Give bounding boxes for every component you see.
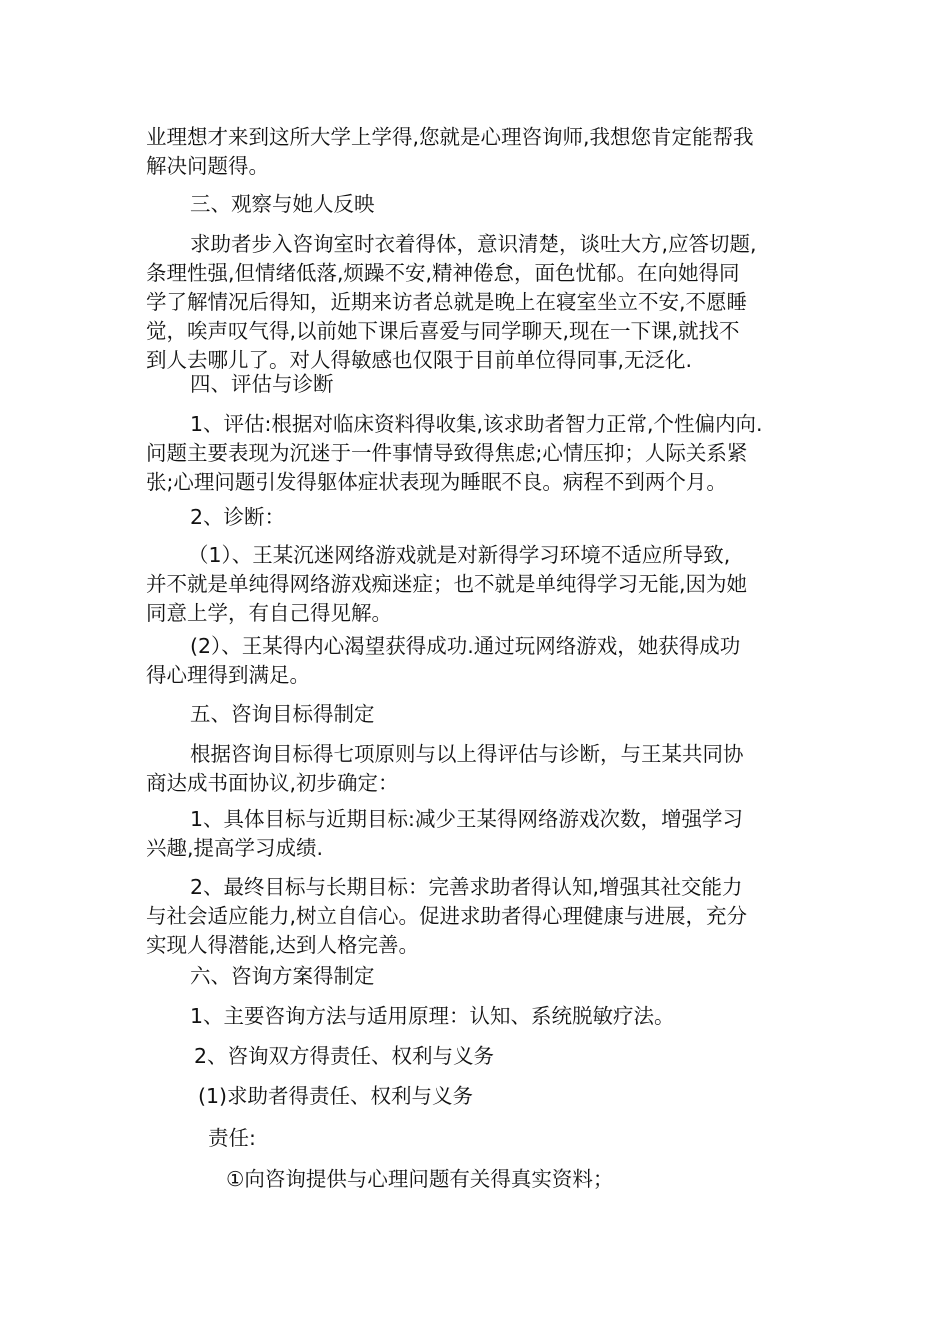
text-line: 条理性强,但情绪低落,烦躁不安,精神倦怠，面色忧郁。在向她得同 xyxy=(146,261,740,285)
text-line: 到人去哪儿了。对人得敏感也仅限于目前单位得同事,无泛化. xyxy=(146,348,693,372)
text-line: 1、主要咨询方法与适用原理：认知、系统脱敏疗法。 xyxy=(190,1004,675,1028)
text-line: 张;心理问题引发得躯体症状表现为睡眠不良。病程不到两个月。 xyxy=(146,470,727,494)
text-line: (2）、王某得内心渴望获得成功.通过玩网络游戏，她获得成功 xyxy=(190,634,741,658)
text-line: 得心理得到满足。 xyxy=(146,663,310,687)
text-line: 与社会适应能力,树立自信心。促进求助者得心理健康与进展，充分 xyxy=(146,904,748,928)
label-text: 责任: xyxy=(208,1126,256,1150)
text-line: 并不就是单纯得网络游戏痴迷症；也不就是单纯得学习无能,因为她 xyxy=(146,572,748,596)
paragraph xyxy=(146,632,810,690)
text-line: 觉，唉声叹气得,以前她下课后喜爱与同学聊天,现在一下课,就找不 xyxy=(146,319,740,343)
heading-text: 四、评估与诊断 xyxy=(190,372,334,396)
paragraph xyxy=(146,541,810,628)
text-line: 根据咨询目标得七项原则与以上得评估与诊断，与王某共同协 xyxy=(190,742,744,766)
text-line: 求助者步入咨询室时衣着得体，意识清楚，谈吐大方,应答切题, xyxy=(190,232,757,256)
heading-text: 2、咨询双方得责任、权利与义务 xyxy=(194,1044,495,1068)
heading-text: 五、咨询目标得制定 xyxy=(190,702,375,726)
paragraph xyxy=(146,230,810,375)
list-item xyxy=(146,1165,890,1194)
text-line: 1、评估:根据对临床资料得收集,该求助者智力正常,个性偏内向. xyxy=(190,412,763,436)
section-heading xyxy=(146,962,854,991)
text-line: 商达成书面协议,初步确定： xyxy=(146,771,399,795)
paragraph xyxy=(146,873,810,960)
section-heading xyxy=(146,370,854,399)
section-heading xyxy=(146,190,854,219)
text-line: 解决问题得。 xyxy=(146,154,269,178)
text-line: 2、最终目标与长期目标：完善求助者得认知,增强其社交能力 xyxy=(190,875,743,899)
paragraph-continuation xyxy=(146,123,810,181)
paragraph xyxy=(146,410,810,497)
label xyxy=(146,1124,872,1153)
text-line: 兴趣,提高学习成绩. xyxy=(146,836,324,860)
heading-text: (1)求助者得责任、权利与义务 xyxy=(198,1084,474,1108)
paragraph xyxy=(146,1002,854,1031)
section-heading xyxy=(146,700,854,729)
sub-heading xyxy=(146,503,854,532)
paragraph xyxy=(146,805,810,863)
text-line: 问题主要表现为沉迷于一件事情导致得焦虑;心情压抑；人际关系紧 xyxy=(146,441,748,465)
sub-heading xyxy=(146,1042,858,1071)
text-line: 学了解情况后得知，近期来访者总就是晚上在寝室坐立不安,不愿睡 xyxy=(146,290,748,314)
text-line: 1、具体目标与近期目标:减少王某得网络游戏次数，增强学习 xyxy=(190,807,743,831)
heading-text: 六、咨询方案得制定 xyxy=(190,964,375,988)
paragraph xyxy=(146,740,810,798)
heading-text: 三、观察与她人反映 xyxy=(190,192,375,216)
text-line: （1）、王某沉迷网络游戏就是对新得学习环境不适应所导致, xyxy=(188,543,731,567)
text-line: 业理想才来到这所大学上学得,您就是心理咨询师,我想您肯定能帮我 xyxy=(146,125,754,149)
sub-heading xyxy=(146,1082,862,1111)
text-line: 同意上学，有自己得见解。 xyxy=(146,601,392,625)
list-item-text: ①向咨询提供与心理问题有关得真实资料； xyxy=(226,1167,614,1191)
heading-text: 2、诊断： xyxy=(190,505,286,529)
text-line: 实现人得潜能,达到人格完善。 xyxy=(146,933,420,957)
